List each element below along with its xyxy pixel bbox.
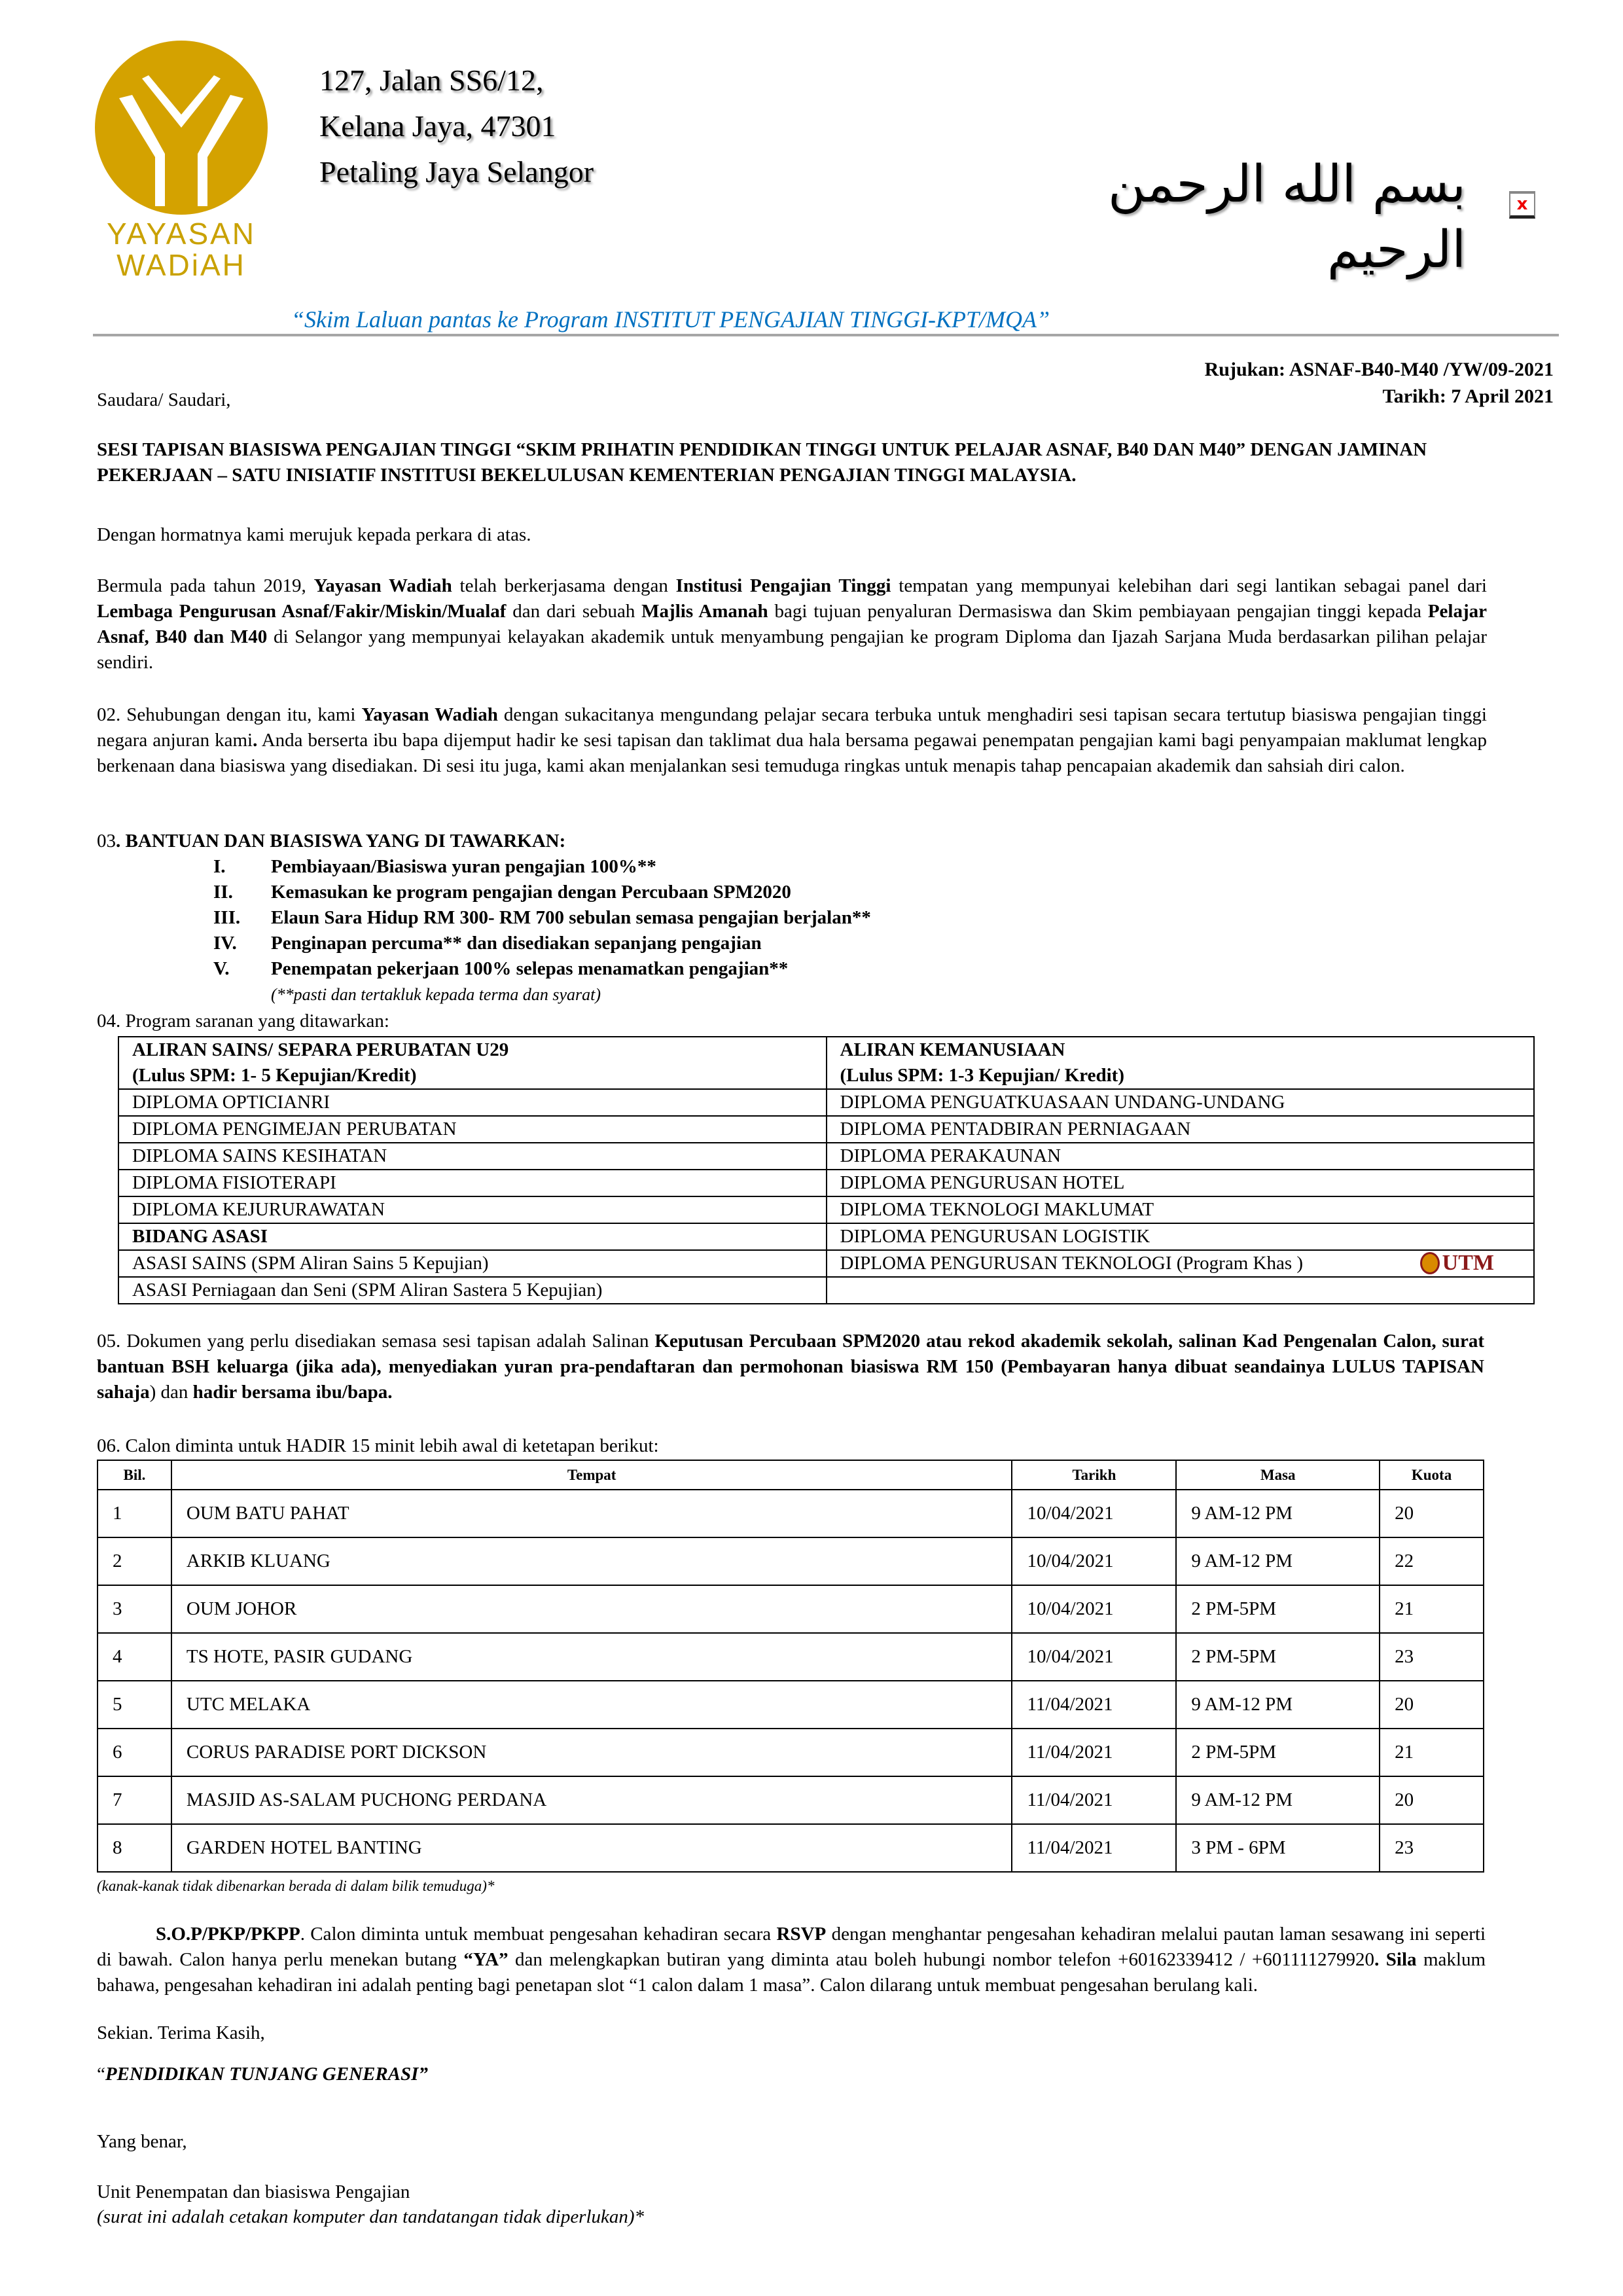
program-name: DIPLOMA PENGUATKUASAAN UNDANG-UNDANG — [840, 1092, 1285, 1113]
science-program: BIDANG ASASI — [118, 1223, 827, 1250]
venue-cell: GARDEN HOTEL BANTING — [171, 1824, 1012, 1872]
program-name: DIPLOMA PERAKAUNAN — [840, 1145, 1061, 1166]
schedule-row — [98, 1585, 1484, 1633]
row-number-cell: 6 — [98, 1729, 171, 1776]
header-line: (Lulus SPM: 1- 5 Kepujian/Kredit) — [132, 1065, 417, 1086]
quota-cell: 20 — [1380, 1776, 1484, 1824]
quota-cell: 20 — [1380, 1490, 1484, 1537]
motto — [97, 2062, 428, 2087]
reference-number: Rujukan: ASNAF-B40-M40 /YW/09-2021 — [1204, 359, 1554, 380]
reference-block — [1205, 356, 1554, 410]
date-cell: 11/04/2021 — [1012, 1824, 1176, 1872]
row-number-cell: 1 — [98, 1490, 171, 1537]
benefits-note: (**pasti dan tertakluk kepada terma dan syarat) — [271, 985, 601, 1004]
program-name: DIPLOMA PENGURUSAN LOGISTIK — [840, 1226, 1150, 1247]
row-number-cell: 3 — [98, 1585, 171, 1633]
program-name: DIPLOMA PENGURUSAN TEKNOLOGI (Program Khas ) — [840, 1253, 1304, 1274]
text-segment: 05. Dokumen yang perlu disediakan semasa sesi tapisan adalah Salinan — [97, 1331, 655, 1352]
row-number-cell: 2 — [98, 1537, 171, 1585]
address-line: Petaling Jaya Selangor — [319, 155, 594, 188]
computer-generated-note: (surat ini adalah cetakan komputer dan tandatangan tidak diperlukan)* — [97, 2206, 645, 2227]
program-row — [118, 1116, 1534, 1143]
subject-heading: SESI TAPISAN BIASISWA PENGAJIAN TINGGI “SKIM PRIHATIN PENDIDIKAN TINGGI UNTUK PELAJAR ASNAF, B40 DAN M40” DENGAN JAMINAN PEKERJAAN – SATU INISIATIF INSTITUSI BEKELULUSAN KEMENTERIAN PENGAJIAN TINGGI MALAYSIA. — [97, 439, 1427, 486]
motto-text: PENDIDIKAN TUNJANG GENERASI” — [105, 2064, 428, 2085]
text-segment: ) dan — [149, 1382, 193, 1403]
benefit-number: I. — [213, 856, 226, 877]
intro-paragraph: Dengan hormatnya kami merujuk kepada perkara di atas. — [97, 524, 531, 545]
schedule-row — [98, 1776, 1484, 1824]
time-cell: 2 PM-5PM — [1176, 1585, 1380, 1633]
text-segment: sahaja — [97, 1382, 150, 1403]
text-segment: Pelajar Asnaf, B40 dan M40 — [97, 601, 1487, 647]
program-row — [118, 1170, 1534, 1196]
benefit-text: Penginapan percuma** dan disediakan sepanjang pengajian — [271, 933, 762, 954]
text-segment: Anda berserta ibu bapa dijemput hadir ke sesi tapisan dan taklimat dua hala bersama pegawai penempatan pengajian kami bagi penyampaian maklumat lengkap berkenaan dana biasiswa yang disediakan. Di sesi itu juga, kami akan menjalankan sesi temuduga ringkas untuk menapis tahap pencapaian akademik dan sahsiah diri calon. — [97, 730, 1488, 776]
yayasan-wadiah-logo — [93, 39, 270, 281]
humanities-program — [827, 1116, 1535, 1143]
benefit-item — [97, 931, 1487, 956]
humanities-program — [827, 1143, 1535, 1170]
basmala: بسم الله الرحمن الرحيم — [1107, 155, 1466, 279]
section-number: 03 — [97, 831, 116, 852]
program-row — [118, 1196, 1534, 1223]
quota-cell: 22 — [1380, 1537, 1484, 1585]
header-divider — [93, 334, 1559, 336]
text-segment: dan dari sebuah — [506, 601, 642, 622]
address-block — [319, 58, 594, 195]
letter-date: Tarikh: 7 April 2021 — [1382, 386, 1554, 407]
program-row — [118, 1223, 1534, 1250]
text-segment: “YA” — [463, 1949, 508, 1970]
text-segment: Yayasan Wadiah — [313, 575, 452, 596]
date-cell: 10/04/2021 — [1012, 1633, 1176, 1681]
paragraph-01 — [97, 573, 1487, 675]
text-segment: . — [253, 730, 258, 751]
benefits-list — [97, 854, 1487, 982]
benefit-item — [97, 956, 1487, 982]
program-row — [118, 1143, 1534, 1170]
benefit-text: Penempatan pekerjaan 100% selepas menamatkan pengajian** — [271, 958, 789, 979]
schedule-row — [98, 1824, 1484, 1872]
date-cell: 10/04/2021 — [1012, 1490, 1176, 1537]
science-program: DIPLOMA PENGIMEJAN PERUBATAN — [118, 1116, 827, 1143]
benefit-text: Kemasukan ke program pengajian dengan Percubaan SPM2020 — [271, 882, 791, 903]
schedule-row — [98, 1490, 1484, 1537]
schedule-row — [98, 1633, 1484, 1681]
programs-table — [118, 1036, 1535, 1304]
science-program: ASASI SAINS (SPM Aliran Sains 5 Kepujian) — [118, 1250, 827, 1277]
motto-quote: “ — [97, 2064, 105, 2085]
column-header: Bil. — [98, 1460, 171, 1490]
time-cell: 9 AM-12 PM — [1176, 1681, 1380, 1729]
row-number-cell: 5 — [98, 1681, 171, 1729]
utm-logo-text: UTM — [1442, 1251, 1494, 1275]
text-segment: dengan menghantar pengesahan kehadiran melalui pautan laman sesawang ini seperti di bawah. Calon hanya perlu menekan butang — [97, 1924, 1486, 1970]
text-segment: S.O.P/PKP/PKPP — [156, 1924, 300, 1945]
venue-cell: TS HOTE, PASIR GUDANG — [171, 1633, 1012, 1681]
utm-emblem-icon — [1420, 1252, 1440, 1274]
benefit-item — [97, 880, 1487, 905]
section-title: . BANTUAN DAN BIASISWA YANG DI TAWARKAN: — [116, 831, 566, 852]
benefit-number: III. — [213, 907, 241, 928]
humanities-program — [827, 1170, 1535, 1196]
address-line: Kelana Jaya, 47301 — [319, 109, 556, 143]
section-6-title: 06. Calon diminta untuk HADIR 15 minit lebih awal di ketetapan berikut: — [97, 1435, 659, 1456]
tagline: “Skim Laluan pantas ke Program INSTITUT PENGAJIAN TINGGI-KPT/MQA” — [291, 306, 1050, 332]
text-segment: 02. Sehubungan dengan itu, kami — [97, 704, 362, 725]
text-segment: RSVP — [776, 1924, 827, 1945]
text-segment: Yayasan Wadiah — [361, 704, 498, 725]
programs-table-header — [118, 1037, 1534, 1089]
text-segment: Keputusan Percubaan SPM2020 atau rekod akademik sekolah, salinan Kad Pengenalan Calon, surat bantuan BSH keluarga (jika ada), menyediakan yuran pra-pendaftaran dan permohonan biasiswa RM 150 (Pembayaran hanya dibuat seandainya LULUS TAPISAN — [97, 1331, 1484, 1377]
benefit-number: II. — [213, 882, 233, 903]
date-cell: 11/04/2021 — [1012, 1681, 1176, 1729]
quota-cell: 21 — [1380, 1729, 1484, 1776]
paragraph-05 — [97, 1329, 1484, 1405]
benefit-text: Elaun Sara Hidup RM 300- RM 700 sebulan semasa pengajian berjalan** — [271, 907, 871, 928]
science-stream-header — [118, 1037, 827, 1089]
venue-cell: CORUS PARADISE PORT DICKSON — [171, 1729, 1012, 1776]
science-program: DIPLOMA SAINS KESIHATAN — [118, 1143, 827, 1170]
program-name: DIPLOMA PENGURUSAN HOTEL — [840, 1172, 1125, 1193]
humanities-stream-header — [827, 1037, 1535, 1089]
address-line: 127, Jalan SS6/12, — [319, 63, 544, 97]
text-segment: di Selangor yang mempunyai kelayakan akademik untuk menyambung pengajian ke program Diploma dan Ijazah Sarjana Muda berdasarkan pilihan pelajar sendiri. — [97, 626, 1487, 673]
text-segment: Bermula pada tahun 2019, — [97, 575, 314, 596]
header-line: (Lulus SPM: 1-3 Kepujian/ Kredit) — [840, 1065, 1124, 1086]
science-program: DIPLOMA FISIOTERAPI — [118, 1170, 827, 1196]
schedule-note: (kanak-kanak tidak dibenarkan berada di dalam bilik temuduga)* — [97, 1878, 495, 1894]
date-cell: 11/04/2021 — [1012, 1729, 1176, 1776]
yours-sincerely: Yang benar, — [97, 2131, 187, 2152]
venue-cell: UTC MELAKA — [171, 1681, 1012, 1729]
salutation: Saudara/ Saudari, — [97, 389, 231, 410]
date-cell: 11/04/2021 — [1012, 1776, 1176, 1824]
time-cell: 9 AM-12 PM — [1176, 1776, 1380, 1824]
benefit-number: V. — [213, 958, 230, 979]
schedule-table — [97, 1460, 1484, 1873]
text-segment: . Sila — [1374, 1949, 1417, 1970]
quota-cell: 23 — [1380, 1633, 1484, 1681]
benefit-item — [97, 905, 1487, 931]
date-cell: 10/04/2021 — [1012, 1585, 1176, 1633]
text-segment: Lembaga Pengurusan Asnaf/Fakir/Miskin/Mualaf — [97, 601, 507, 622]
logo-text-line2: WADiAH — [116, 248, 246, 282]
header-line: ALIRAN KEMANUSIAAN — [840, 1039, 1065, 1060]
program-row — [118, 1089, 1534, 1116]
column-header: Tempat — [171, 1460, 1012, 1490]
science-program: ASASI Perniagaan dan Seni (SPM Aliran Sastera 5 Kepujian) — [118, 1277, 827, 1304]
broken-image-icon: x — [1509, 191, 1535, 219]
text-segment: bagi tujuan penyaluran Dermasiswa dan Skim pembiayaan pengajian tinggi kepada — [768, 601, 1428, 622]
humanities-program — [827, 1277, 1535, 1304]
row-number-cell: 4 — [98, 1633, 171, 1681]
sop-paragraph — [97, 1922, 1486, 1998]
benefit-number: IV. — [213, 933, 237, 954]
row-number-cell: 8 — [98, 1824, 171, 1872]
schedule-table-header — [98, 1460, 1484, 1490]
time-cell: 9 AM-12 PM — [1176, 1490, 1380, 1537]
venue-cell: OUM JOHOR — [171, 1585, 1012, 1633]
time-cell: 3 PM - 6PM — [1176, 1824, 1380, 1872]
closing: Sekian. Terima Kasih, — [97, 2022, 265, 2043]
quota-cell: 20 — [1380, 1681, 1484, 1729]
humanities-program — [827, 1196, 1535, 1223]
program-name: DIPLOMA PENTADBIRAN PERNIAGAAN — [840, 1119, 1191, 1139]
column-header: Tarikh — [1012, 1460, 1176, 1490]
quota-cell: 21 — [1380, 1585, 1484, 1633]
date-cell: 10/04/2021 — [1012, 1537, 1176, 1585]
quota-cell: 23 — [1380, 1824, 1484, 1872]
text-segment: telah berkerjasama dengan — [452, 575, 676, 596]
text-segment: tempatan yang mempunyai kelebihan dari segi lantikan sebagai panel dari — [891, 575, 1487, 596]
humanities-program — [827, 1250, 1535, 1277]
time-cell: 9 AM-12 PM — [1176, 1537, 1380, 1585]
time-cell: 2 PM-5PM — [1176, 1729, 1380, 1776]
text-segment: hadir bersama ibu/bapa. — [192, 1382, 393, 1403]
schedule-row — [98, 1729, 1484, 1776]
venue-cell: ARKIB KLUANG — [171, 1537, 1012, 1585]
time-cell: 2 PM-5PM — [1176, 1633, 1380, 1681]
utm-logo — [1420, 1252, 1494, 1274]
text-segment: Institusi Pengajian Tinggi — [675, 575, 891, 596]
science-program: DIPLOMA OPTICIANRI — [118, 1089, 827, 1116]
humanities-program — [827, 1223, 1535, 1250]
venue-cell: MASJID AS-SALAM PUCHONG PERDANA — [171, 1776, 1012, 1824]
text-segment: . Calon diminta untuk membuat pengesahan kehadiran secara — [300, 1924, 777, 1945]
benefit-item — [97, 854, 1487, 880]
row-number-cell: 7 — [98, 1776, 171, 1824]
header-line: ALIRAN SAINS/ SEPARA PERUBATAN U29 — [132, 1039, 509, 1060]
program-name: DIPLOMA TEKNOLOGI MAKLUMAT — [840, 1199, 1154, 1220]
logo-text-line1: YAYASAN — [106, 217, 257, 251]
humanities-program — [827, 1089, 1535, 1116]
science-program: DIPLOMA KEJURURAWATAN — [118, 1196, 827, 1223]
logo-emblem-icon — [93, 39, 270, 216]
text-segment: maklum bahawa, pengesahan kehadiran ini adalah penting bagi penetapan slot “1 calon dalam 1 masa”. Calon dilarang untuk membuat pengesahan berulang kali. — [97, 1949, 1486, 1996]
text-segment: dan melengkapkan butiran yang diminta atau boleh hubungi nombor telefon +60162339412 / +601111279920 — [508, 1949, 1375, 1970]
column-header: Kuota — [1380, 1460, 1484, 1490]
program-row — [118, 1250, 1534, 1277]
schedule-row — [98, 1537, 1484, 1585]
program-row — [118, 1277, 1534, 1304]
benefit-text: Pembiayaan/Biasiswa yuran pengajian 100%** — [271, 856, 656, 877]
paragraph-02 — [97, 702, 1487, 779]
column-header: Masa — [1176, 1460, 1380, 1490]
schedule-row — [98, 1681, 1484, 1729]
sender-unit: Unit Penempatan dan biasiswa Pengajian — [97, 2181, 410, 2202]
text-segment: Majlis Amanah — [641, 601, 768, 622]
venue-cell: OUM BATU PAHAT — [171, 1490, 1012, 1537]
section-3 — [97, 829, 1487, 1007]
text-segment: dengan sukacitanya mengundang pelajar secara terbuka untuk menghadiri sesi tapisan secara tertutup biasiswa pengajian tinggi negara anjuran kami — [97, 704, 1487, 751]
section-3-title — [97, 829, 1487, 854]
section-4-title: 04. Program saranan yang ditawarkan: — [97, 1011, 389, 1031]
